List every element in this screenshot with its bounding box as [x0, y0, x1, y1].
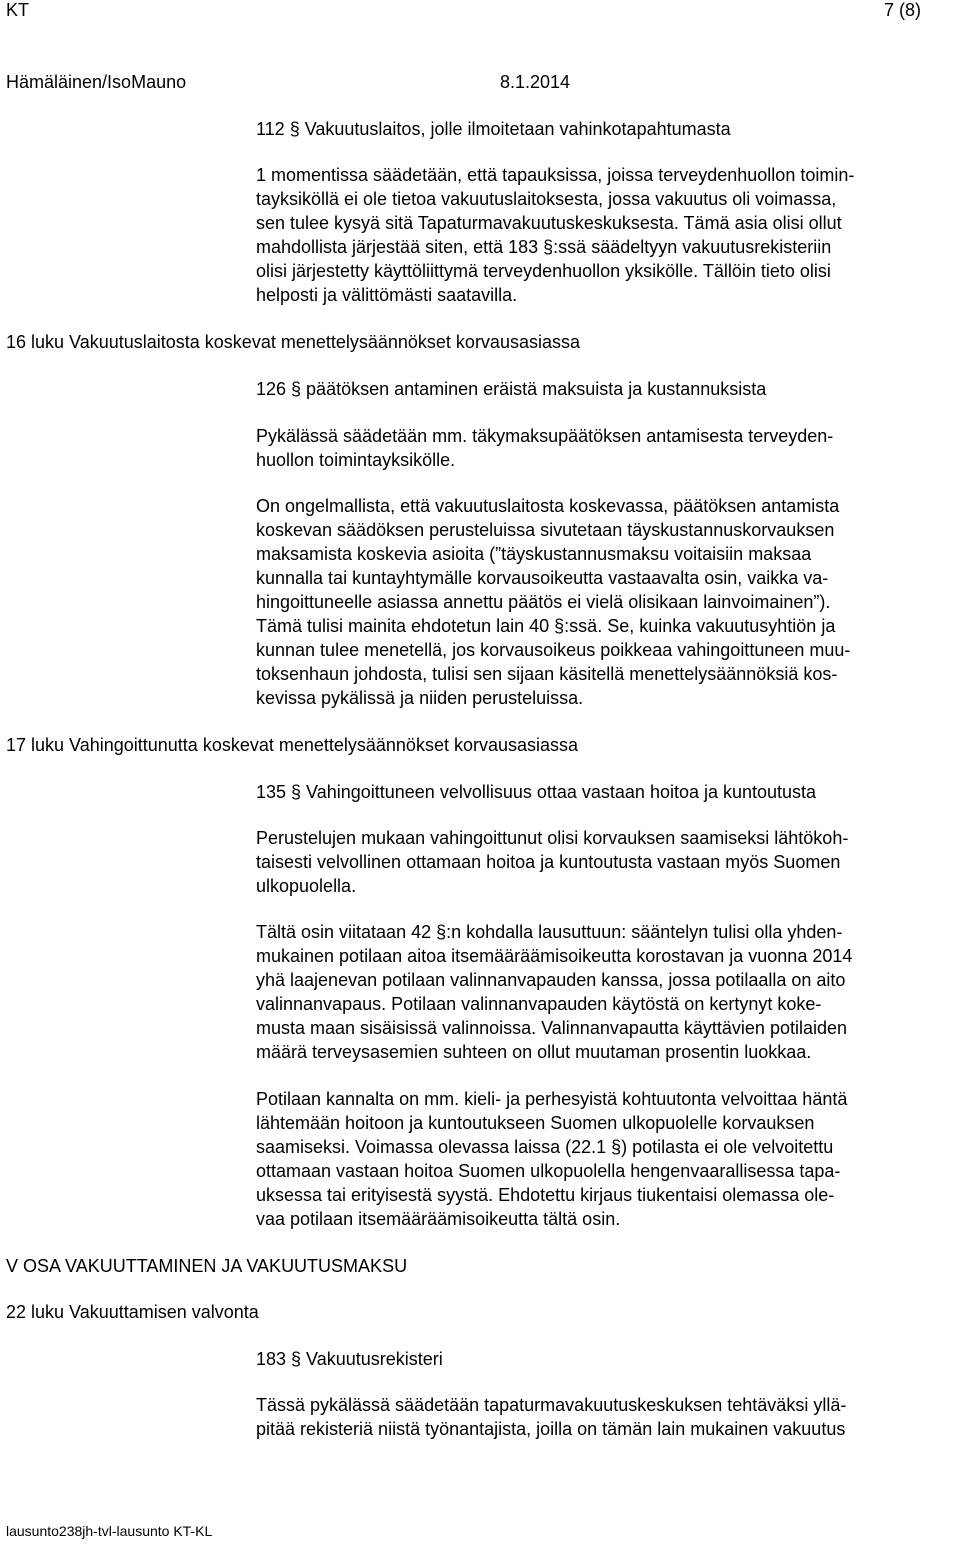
- text-line: helposti ja välittömästi saatavilla.: [256, 285, 518, 305]
- doc-code: KT: [6, 0, 30, 20]
- text-line: 1 momentissa säädetään, että tapauksissa, joissa terveydenhuollon toimin-: [256, 165, 855, 185]
- text-line: On ongelmallista, että vakuutuslaitosta koskevassa, päätöksen antamista: [256, 496, 840, 516]
- text-line: Tämä tulisi mainita ehdotetun lain 40 §:ssä. Se, kuinka vakuutusyhtiön ja: [256, 616, 836, 636]
- chapter-17-heading: 17 luku Vahingoittunutta koskevat menettelysäännökset korvausasiassa: [6, 735, 579, 755]
- text-line: mahdollista järjestää siten, että 183 §:ssä säädeltyyn vakuutusrekisteriin: [256, 237, 832, 257]
- section-183-title: 183 § Vakuutusrekisteri: [256, 1349, 443, 1369]
- text-line: tayksiköllä ei ole tietoa vakuutuslaitoksesta, jossa vakuutus oli voimassa,: [256, 189, 837, 209]
- chapter-16-heading: 16 luku Vakuutuslaitosta koskevat menettelysäännökset korvausasiassa: [6, 332, 580, 352]
- text-line: olisi järjestetty käyttöliittymä terveydenhuollon yksikölle. Tällöin tieto olisi: [256, 261, 831, 281]
- text-line: Pykälässä säädetään mm. täkymaksupäätöksen antamisesta terveyden-: [256, 426, 834, 446]
- text-line: saamiseksi. Voimassa olevassa laissa (22.1 §) potilasta ei ole velvoitettu: [256, 1137, 834, 1157]
- text-line: Perustelujen mukaan vahingoittunut olisi korvauksen saamiseksi lähtökoh-: [256, 828, 849, 848]
- text-line: valinnanvapaus. Potilaan valinnanvapauden käytöstä on kertynyt koke-: [256, 994, 822, 1014]
- text-line: musta maan sisäisissä valinnoissa. Valinnanvapautta käyttävien potilaiden: [256, 1018, 848, 1038]
- text-line: taisesti velvollinen ottamaan hoitoa ja kuntoutusta vastaan myös Suomen: [256, 852, 841, 872]
- section-126-title: 126 § päätöksen antaminen eräistä maksuista ja kustannuksista: [256, 379, 767, 399]
- text-line: mukainen potilaan aitoa itsemääräämisoikeutta korostavan ja vuonna 2014: [256, 946, 853, 966]
- page-number: 7 (8): [884, 0, 922, 20]
- text-line: kevissa pykälissä ja niiden perusteluissa.: [256, 688, 584, 708]
- text-line: Potilaan kannalta on mm. kieli- ja perhesyistä kohtuutonta velvoittaa häntä: [256, 1089, 848, 1109]
- text-line: uksessa tai erityisestä syystä. Ehdotettu kirjaus tiukentaisi olemassa ole-: [256, 1185, 835, 1205]
- text-line: Tältä osin viitataan 42 §:n kohdalla lausuttuun: sääntelyn tulisi olla yhden-: [256, 922, 843, 942]
- text-line: toksenhaun johdosta, tulisi sen sijaan käsitellä menettelysäännöksiä kos-: [256, 664, 838, 684]
- footer-filename: lausunto238jh-tvl-lausunto KT-KL: [6, 1523, 213, 1539]
- section-112-title: 112 § Vakuutuslaitos, jolle ilmoitetaan vahinkotapahtumasta: [256, 119, 731, 139]
- text-line: lähtemään hoitoon ja kuntoutukseen Suomen ulkopuolelle korvauksen: [256, 1113, 815, 1133]
- text-line: Tässä pykälässä säädetään tapaturmavakuutuskeskuksen tehtäväksi yllä-: [256, 1395, 847, 1415]
- text-line: määrä terveysasemien suhteen on ollut muutaman prosentin luokkaa.: [256, 1042, 812, 1062]
- text-line: hingoittuneelle asiassa annettu päätös ei vielä olisikaan lainvoimainen”).: [256, 592, 831, 612]
- text-line: yhä laajenevan potilaan valinnanvapauden kanssa, jossa potilaalla on aito: [256, 970, 846, 990]
- text-line: maksamista koskevia asioita (”täyskustannusmaksu voitaisiin maksaa: [256, 544, 812, 564]
- text-line: pitää rekisteriä niistä työnantajista, joilla on tämän lain mukainen vakuutus: [256, 1419, 846, 1439]
- author: Hämäläinen/IsoMauno: [6, 72, 187, 92]
- chapter-22-heading: 22 luku Vakuuttamisen valvonta: [6, 1302, 259, 1322]
- text-line: kunnalla tai kuntayhtymälle korvausoikeutta vastaavalta osin, vaikka va-: [256, 568, 829, 588]
- text-line: ulkopuolella.: [256, 876, 357, 896]
- text-line: vaa potilaan itsemääräämisoikeutta tältä osin.: [256, 1209, 621, 1229]
- date: 8.1.2014: [500, 72, 571, 92]
- text-line: ottamaan vastaan hoitoa Suomen ulkopuolella hengenvaarallisessa tapa-: [256, 1161, 841, 1181]
- section-135-title: 135 § Vahingoittuneen velvollisuus ottaa vastaan hoitoa ja kuntoutusta: [256, 782, 817, 802]
- part-5-heading: V OSA VAKUUTTAMINEN JA VAKUUTUSMAKSU: [6, 1256, 408, 1276]
- text-line: sen tulee kysyä sitä Tapaturmavakuutuskeskuksesta. Tämä asia olisi ollut: [256, 213, 842, 233]
- text-line: koskevan säädöksen perusteluissa sivutetaan täyskustannuskorvauksen: [256, 520, 835, 540]
- text-line: huollon toimintayksikölle.: [256, 450, 456, 470]
- text-line: kunnan tulee menetellä, jos korvausoikeus poikkeaa vahingoittuneen muu-: [256, 640, 851, 660]
